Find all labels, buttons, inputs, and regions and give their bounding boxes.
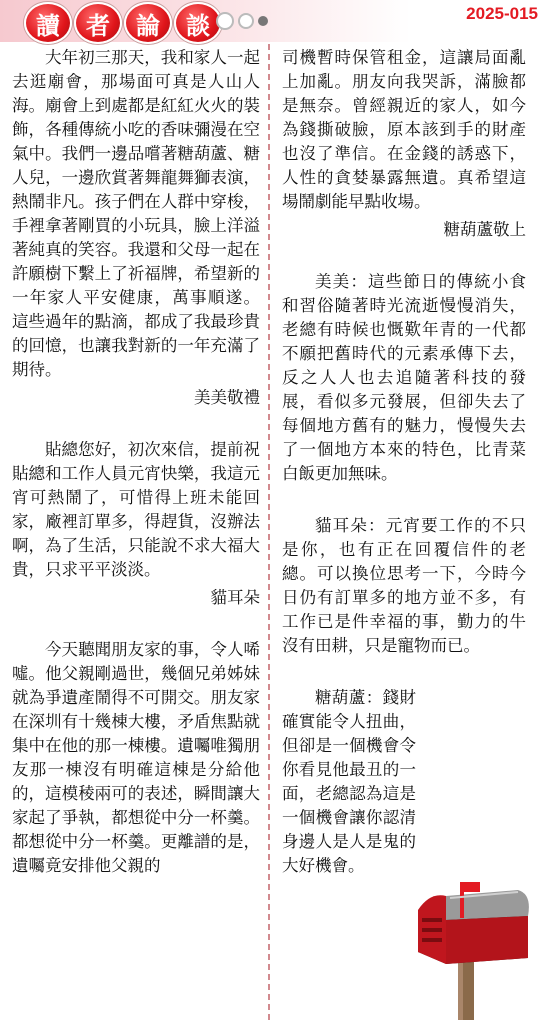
decorative-dots — [216, 12, 268, 30]
letter-meimei: 大年初三那天，我和家人一起去逛廟會，那場面可真是人山人海。廟會上到處都是紅紅火火的裝飾，各種傳統小吃的香味彌漫在空氣中。我們一邊品嚐著糖葫蘆、糖人兒，一邊欣賞著舞龍舞獅表演，熱鬧非凡。孩子們在人群中穿梭，手裡拿著剛買的小玩具，臉上洋溢著純真的笑容。我還和父母一起在許願樹下繫上了祈福牌，希望新的一年家人平安健康，萬事順遂。 這些過年的點滴，都成了我最珍貴的回憶，也讓我對新的一年充滿了期待。 — [12, 48, 260, 379]
left-column — [12, 46, 260, 878]
title-char-3: 論 — [124, 2, 172, 44]
signature-meimei: 美美敬禮 — [194, 388, 260, 407]
title-char-4: 談 — [174, 2, 222, 44]
issue-number: 2025-015 — [466, 4, 538, 23]
header-banner — [0, 0, 548, 42]
letter-tanghulu-cont: 司機暫時保管租金，這讓局面亂上加亂。朋友向我哭訴，滿臉都是無奈。曾經親近的家人，如今為錢撕破臉，原本該到手的財產也沒了準信。在金錢的誘惑下，人性的貪婪暴露無遺。真希望這場鬧劇能早點收場。 — [282, 48, 526, 211]
mailbox-icon — [400, 880, 540, 1020]
column-divider — [268, 44, 270, 1020]
reply-tanghulu: 糖葫蘆：錢財確實能令人扭曲，但卻是一個機會令你看見他最丑的一面，老總認為這是一個機會讓你認清身邊人是人是鬼的大好機會。 — [282, 688, 416, 875]
letter-maoerduo: 貼總您好，初次來信，提前祝貼總和工作人員元宵快樂，我這元宵可熱鬧了，可惜得上班未能回家，廠裡訂單多，得趕貨，沒辦法啊，為了生活，只能說不求大福大貴，只求平平淡淡。 — [12, 440, 260, 579]
signature-tanghulu: 糖葫蘆敬上 — [443, 220, 526, 239]
letter-tanghulu: 今天聽聞朋友家的事，令人唏噓。他父親剛過世，幾個兄弟姊妹就為爭遺產鬧得不可開交。朋友家在深圳有十幾棟大樓，矛盾焦點就集中在他的那一棟樓。遺囑唯獨朋友那一棟沒有明確這棟是分給他的，這模稜兩可的表述，瞬間讓大家起了爭執，都想從中分一杯羹。都想從中分一杯羹。更離譜的是，遺囑竟安排他父親的 — [12, 640, 260, 875]
title-char-2: 者 — [74, 2, 122, 44]
title-char-1: 讀 — [24, 2, 72, 44]
right-column — [282, 46, 526, 878]
reply-meimei: 美美：這些節日的傳統小食和習俗隨著時光流逝慢慢消失，老總有時候也慨歎年青的一代都不願把舊時代的元素承傳下去，反之人人也去追隨著科技的發展，看似多元發展，但卻失去了每個地方舊有的魅力，慢慢失去了一個地方本來的特色，比青菜白飯更加無味。 — [282, 272, 526, 483]
circle-icon — [238, 13, 254, 29]
dot-icon — [258, 16, 268, 26]
column-title — [24, 2, 222, 44]
reply-maoerduo: 貓耳朵：元宵要工作的不只是你，也有正在回覆信件的老總。可以換位思考一下，今時今日仍有訂單多的地方並不多，有工作已是件幸福的事，勤力的牛沒有田耕，只是寵物而已。 — [282, 516, 526, 655]
circle-icon — [216, 12, 234, 30]
signature-maoerduo: 貓耳朵 — [210, 588, 260, 607]
